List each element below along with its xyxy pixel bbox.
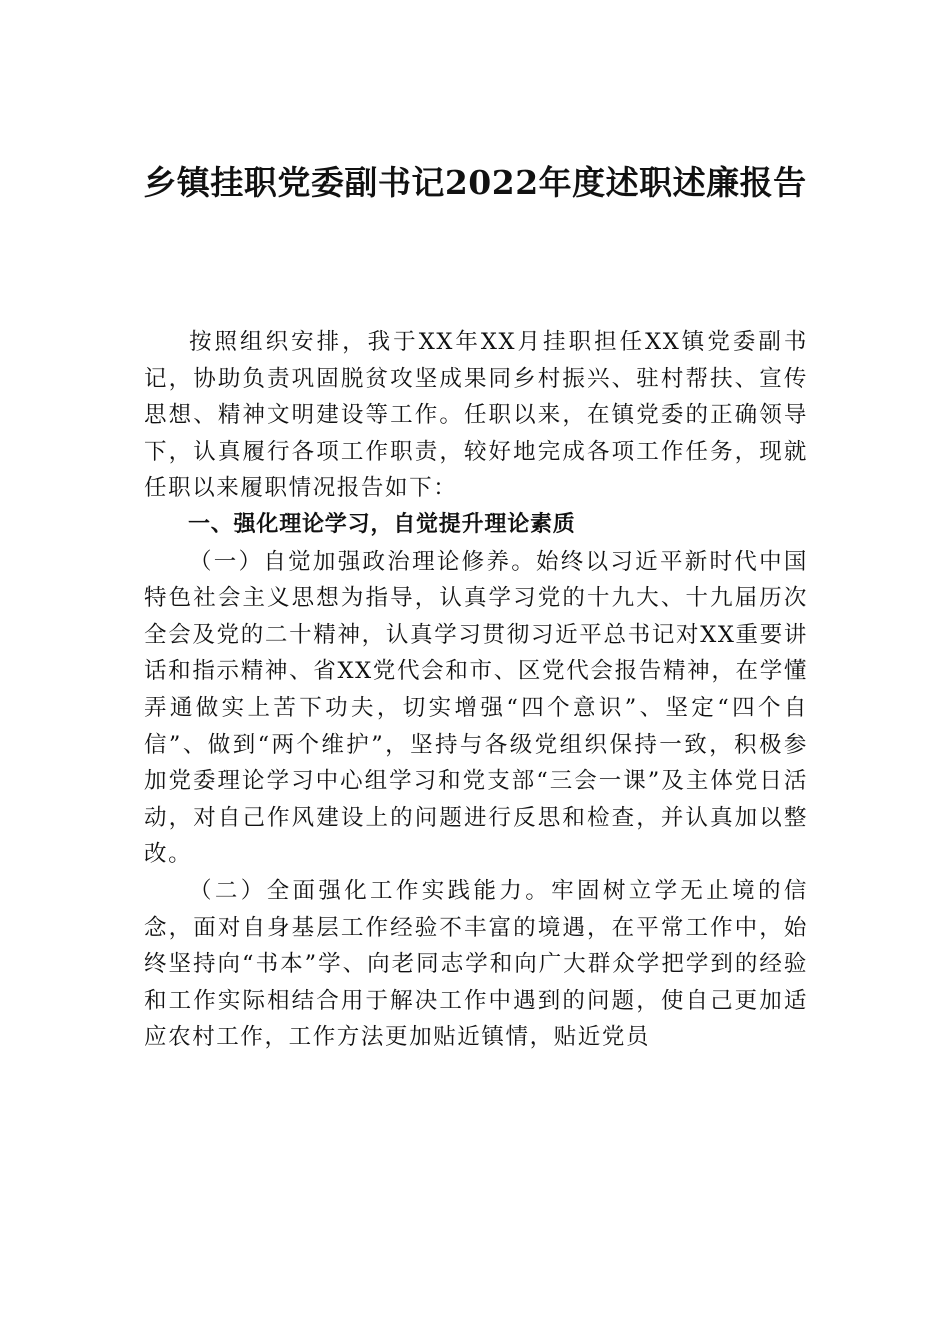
intro-paragraph: 按照组织安排，我于XX年XX月挂职担任XX镇党委副书记，协助负责巩固脱贫攻坚成果同乡村振兴、驻村帮扶、宣传思想、精神文明建设等工作。任职以来，在镇党委的正确领导下，认真履行各项工作职责，较好地完成各项工作任务，现就任职以来履职情况报告如下： bbox=[144, 329, 808, 502]
subsection-paragraph-1: （一）自觉加强政治理论修养。始终以习近平新时代中国特色社会主义思想为指导，认真学习党的十九大、十九届历次全会及党的二十精神，认真学习贯彻习近平总书记对XX重要讲话和指示精神、省XX党代会和市、区党代会报告精神，在学懂弄通做实上苦下功夫，切实增强“四个意识”、坚定“四个自信”、做到“两个维护”，坚持与各级党组织保持一致，积极参加党委理论学习中心组学习和党支部“三会一课”及主体党日活动，对自己作风建设上的问题进行反思和检查，并认真加以整改。 bbox=[144, 548, 808, 868]
section-heading: 一、强化理论学习，自觉提升理论素质 bbox=[188, 511, 576, 537]
subsection-paragraph-2: （二）全面强化工作实践能力。牢固树立学无止境的信念，面对自身基层工作经验不丰富的境遇，在平常工作中，始终坚持向“书本”学、向老同志学和向广大群众学把学到的经验和工作实际相结合用于解决工作中遇到的问题，使自己更加适应农村工作，工作方法更加贴近镇情，贴近党员 bbox=[144, 877, 808, 1051]
document-body bbox=[144, 324, 808, 1056]
document-title: 乡镇挂职党委副书记2022年度述职述廉报告 bbox=[143, 163, 807, 202]
